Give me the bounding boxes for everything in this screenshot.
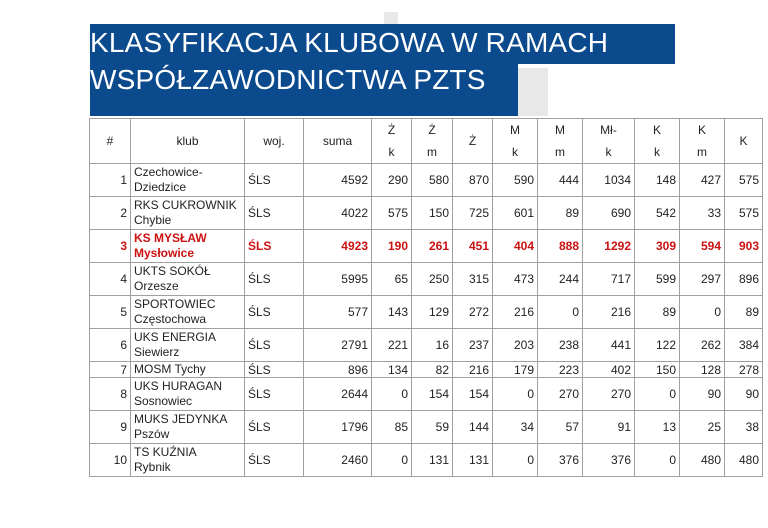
club-name: UKS HURAGAN <box>134 379 223 393</box>
km-cell: 25 <box>680 411 725 444</box>
z-cell: 237 <box>453 329 493 362</box>
zm-cell: 261 <box>412 230 453 263</box>
club-town: Chybie <box>134 213 172 227</box>
zm-cell: 154 <box>412 378 453 411</box>
zk-cell: 134 <box>372 362 412 378</box>
mk-cell: 601 <box>493 197 538 230</box>
table-row <box>90 444 763 477</box>
club-name: UKS ENERGIA <box>134 330 217 344</box>
kk-cell: 150 <box>635 362 680 378</box>
header-k: K <box>725 119 763 164</box>
km-cell: 262 <box>680 329 725 362</box>
rank-cell: 3 <box>90 230 131 263</box>
zm-cell: 129 <box>412 296 453 329</box>
header-mk-top: M <box>510 123 520 137</box>
woj-cell: ŚLS <box>245 197 304 230</box>
header-z: Ż <box>453 119 493 164</box>
header-kk <box>635 119 680 164</box>
club-cell <box>131 263 245 296</box>
mm-cell: 270 <box>538 378 583 411</box>
club-cell <box>131 329 245 362</box>
kk-cell: 0 <box>635 444 680 477</box>
zk-cell: 85 <box>372 411 412 444</box>
mm-cell: 244 <box>538 263 583 296</box>
km-cell: 297 <box>680 263 725 296</box>
club-town: Mysłowice <box>134 246 195 260</box>
km-cell: 0 <box>680 296 725 329</box>
suma-cell: 577 <box>304 296 372 329</box>
club-town: Rybnik <box>134 460 171 474</box>
rank-cell: 7 <box>90 362 131 378</box>
zm-cell: 82 <box>412 362 453 378</box>
table-row <box>90 230 763 263</box>
club-town: Sosnowiec <box>134 394 193 408</box>
z-cell: 154 <box>453 378 493 411</box>
club-cell <box>131 378 245 411</box>
mlk-cell: 441 <box>583 329 635 362</box>
zm-cell: 16 <box>412 329 453 362</box>
km-cell: 594 <box>680 230 725 263</box>
suma-cell: 2644 <box>304 378 372 411</box>
km-cell: 90 <box>680 378 725 411</box>
table-body <box>90 164 763 477</box>
k-cell: 896 <box>725 263 763 296</box>
mk-cell: 0 <box>493 378 538 411</box>
header-km-top: K <box>697 123 706 137</box>
z-cell: 315 <box>453 263 493 296</box>
z-cell: 272 <box>453 296 493 329</box>
suma-cell: 4923 <box>304 230 372 263</box>
page-title-line-1: KLASYFIKACJA KLUBOWA W RAMACH <box>90 27 609 58</box>
mlk-cell: 1034 <box>583 164 635 197</box>
woj-cell: ŚLS <box>245 378 304 411</box>
mm-cell: 238 <box>538 329 583 362</box>
table-row <box>90 329 763 362</box>
zk-cell: 575 <box>372 197 412 230</box>
suma-cell: 5995 <box>304 263 372 296</box>
mlk-cell: 402 <box>583 362 635 378</box>
z-cell: 131 <box>453 444 493 477</box>
zk-cell: 143 <box>372 296 412 329</box>
mlk-cell: 1292 <box>583 230 635 263</box>
kk-cell: 309 <box>635 230 680 263</box>
club-name: TS KUŹNIA <box>134 445 197 459</box>
club-town: Siewierz <box>134 345 180 359</box>
woj-cell: ŚLS <box>245 444 304 477</box>
k-cell: 903 <box>725 230 763 263</box>
header-zk-bottom: k <box>388 145 395 159</box>
mlk-cell: 376 <box>583 444 635 477</box>
table-row <box>90 378 763 411</box>
header-km-bottom: m <box>697 145 707 159</box>
kk-cell: 542 <box>635 197 680 230</box>
header-rank: # <box>90 119 131 164</box>
k-cell: 575 <box>725 197 763 230</box>
mm-cell: 0 <box>538 296 583 329</box>
club-name: MUKS JEDYNKA <box>134 412 228 426</box>
header-mm-top: M <box>555 123 565 137</box>
woj-cell: ŚLS <box>245 230 304 263</box>
suma-cell: 4592 <box>304 164 372 197</box>
club-name: RKS CUKROWNIK <box>134 198 237 212</box>
header-kk-bottom: k <box>654 145 660 159</box>
mk-cell: 179 <box>493 362 538 378</box>
z-cell: 870 <box>453 164 493 197</box>
mm-cell: 57 <box>538 411 583 444</box>
z-cell: 216 <box>453 362 493 378</box>
decorative-block-right <box>518 68 548 116</box>
club-cell <box>131 164 245 197</box>
header-mlk <box>583 119 635 164</box>
club-cell <box>131 362 245 378</box>
suma-cell: 2460 <box>304 444 372 477</box>
table-row <box>90 411 763 444</box>
zk-cell: 221 <box>372 329 412 362</box>
z-cell: 451 <box>453 230 493 263</box>
table-row <box>90 197 763 230</box>
header-kk-top: K <box>652 123 661 137</box>
k-cell: 89 <box>725 296 763 329</box>
rank-cell: 10 <box>90 444 131 477</box>
zm-cell: 59 <box>412 411 453 444</box>
z-cell: 725 <box>453 197 493 230</box>
kk-cell: 89 <box>635 296 680 329</box>
z-cell: 144 <box>453 411 493 444</box>
header-zk <box>372 119 412 164</box>
zk-cell: 0 <box>372 444 412 477</box>
k-cell: 575 <box>725 164 763 197</box>
km-cell: 33 <box>680 197 725 230</box>
table-row <box>90 296 763 329</box>
table-row <box>90 263 763 296</box>
rank-cell: 9 <box>90 411 131 444</box>
mlk-cell: 270 <box>583 378 635 411</box>
club-cell <box>131 197 245 230</box>
club-cell <box>131 411 245 444</box>
rank-cell: 1 <box>90 164 131 197</box>
club-town: Częstochowa <box>134 312 207 326</box>
kk-cell: 122 <box>635 329 680 362</box>
mlk-cell: 216 <box>583 296 635 329</box>
club-town: Orzesze <box>134 279 179 293</box>
zm-cell: 150 <box>412 197 453 230</box>
header-zm-bottom: m <box>427 145 437 159</box>
header-km <box>680 119 725 164</box>
mm-cell: 444 <box>538 164 583 197</box>
suma-cell: 1796 <box>304 411 372 444</box>
club-town: Dziedzice <box>134 180 187 194</box>
header-mlk-top: Mł- <box>600 123 617 137</box>
header-mm <box>538 119 583 164</box>
zk-cell: 0 <box>372 378 412 411</box>
k-cell: 278 <box>725 362 763 378</box>
mm-cell: 888 <box>538 230 583 263</box>
header-mm-bottom: m <box>555 145 565 159</box>
mlk-cell: 717 <box>583 263 635 296</box>
club-name: MOSM Tychy <box>134 362 206 376</box>
woj-cell: ŚLS <box>245 263 304 296</box>
k-cell: 38 <box>725 411 763 444</box>
woj-cell: ŚLS <box>245 164 304 197</box>
mm-cell: 376 <box>538 444 583 477</box>
zm-cell: 250 <box>412 263 453 296</box>
km-cell: 427 <box>680 164 725 197</box>
club-cell <box>131 444 245 477</box>
header-zk-top: Ż <box>387 123 396 137</box>
mk-cell: 216 <box>493 296 538 329</box>
suma-cell: 4022 <box>304 197 372 230</box>
club-name: SPORTOWIEC <box>134 297 216 311</box>
suma-cell: 2791 <box>304 329 372 362</box>
table-header <box>90 119 763 164</box>
club-name: Czechowice- <box>134 165 203 179</box>
km-cell: 480 <box>680 444 725 477</box>
kk-cell: 0 <box>635 378 680 411</box>
k-cell: 384 <box>725 329 763 362</box>
suma-cell: 896 <box>304 362 372 378</box>
mlk-cell: 91 <box>583 411 635 444</box>
mk-cell: 0 <box>493 444 538 477</box>
woj-cell: ŚLS <box>245 296 304 329</box>
mk-cell: 473 <box>493 263 538 296</box>
club-town: Pszów <box>134 427 170 441</box>
header-woj: woj. <box>245 119 304 164</box>
header-mlk-bottom: k <box>605 145 612 159</box>
mlk-cell: 690 <box>583 197 635 230</box>
header-mk <box>493 119 538 164</box>
kk-cell: 13 <box>635 411 680 444</box>
club-cell <box>131 230 245 263</box>
mm-cell: 223 <box>538 362 583 378</box>
table-row <box>90 362 763 378</box>
mk-cell: 404 <box>493 230 538 263</box>
mk-cell: 203 <box>493 329 538 362</box>
classification-table <box>89 118 763 477</box>
k-cell: 480 <box>725 444 763 477</box>
mk-cell: 590 <box>493 164 538 197</box>
woj-cell: ŚLS <box>245 411 304 444</box>
header-zm <box>412 119 453 164</box>
rank-cell: 5 <box>90 296 131 329</box>
club-name: UKTS SOKÓŁ <box>134 264 211 278</box>
zm-cell: 580 <box>412 164 453 197</box>
rank-cell: 2 <box>90 197 131 230</box>
zk-cell: 65 <box>372 263 412 296</box>
page-title-line-2: WSPÓŁZAWODNICTWA PZTS <box>90 64 486 95</box>
club-cell <box>131 296 245 329</box>
mm-cell: 89 <box>538 197 583 230</box>
woj-cell: ŚLS <box>245 329 304 362</box>
zm-cell: 131 <box>412 444 453 477</box>
zk-cell: 190 <box>372 230 412 263</box>
header-mk-bottom: k <box>512 145 518 159</box>
table-row <box>90 164 763 197</box>
mk-cell: 34 <box>493 411 538 444</box>
rank-cell: 4 <box>90 263 131 296</box>
rank-cell: 6 <box>90 329 131 362</box>
header-club: klub <box>131 119 245 164</box>
rank-cell: 8 <box>90 378 131 411</box>
header-zm-top: Ż <box>428 123 436 137</box>
zk-cell: 290 <box>372 164 412 197</box>
kk-cell: 148 <box>635 164 680 197</box>
club-name: KS MYSŁAW <box>134 231 207 245</box>
header-suma: suma <box>304 119 372 164</box>
woj-cell: ŚLS <box>245 362 304 378</box>
k-cell: 90 <box>725 378 763 411</box>
km-cell: 128 <box>680 362 725 378</box>
kk-cell: 599 <box>635 263 680 296</box>
